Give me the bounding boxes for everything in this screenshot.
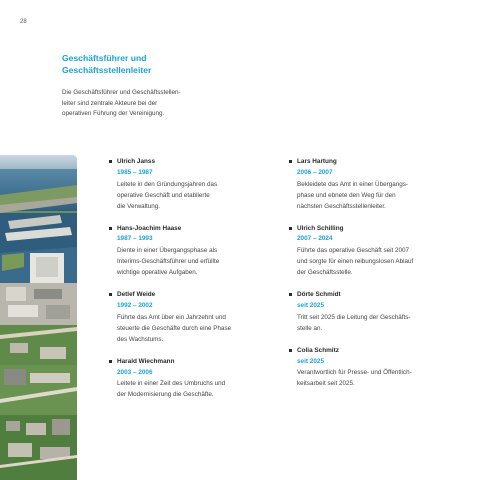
description-line: des Wachstums. [117, 335, 164, 343]
list-item [109, 357, 279, 401]
person-name: Lars Hartung [297, 158, 337, 165]
term-period: seit 2025 [297, 357, 325, 365]
person-name: Dörte Schmidt [297, 291, 341, 299]
heading-line: Geschäftsführer und [62, 53, 147, 63]
description-line: Leitete in einer Zeit des Umbruchs und [117, 380, 226, 388]
term-period: 1992 – 2002 [117, 301, 153, 309]
role-description [297, 367, 459, 389]
bullet-marker [289, 349, 292, 352]
role-description [297, 245, 459, 278]
bullet-marker [109, 160, 112, 163]
intro-line: operativen Führung der Vereinigung. [62, 110, 165, 118]
term-period: 2006 – 2007 [297, 168, 333, 176]
description-line: der Geschäftsstelle. [297, 269, 353, 277]
list-item [109, 157, 279, 212]
description-line: Verantwortlich für Presse- und Öffentlich- [297, 369, 412, 377]
intro-line: leiter sind zentrale Akteure bei der [62, 99, 158, 107]
description-line: Diente in einer Übergangsphase als [117, 247, 218, 255]
list-item [109, 224, 279, 279]
description-line: Tritt seit 2025 die Leitung der Geschäfts- [297, 313, 411, 321]
description-line: wichtige operative Aufgaben. [117, 269, 198, 277]
bullet-marker [289, 227, 292, 230]
description-line: steuerte die Geschäfte durch eine Phase [117, 324, 232, 332]
description-line: phase und ebnete den Weg für den [297, 191, 396, 199]
description-line: Führte das Amt über ein Jahrzehnt und [117, 313, 226, 321]
heading-line: Geschäftsstellenleiter [62, 65, 152, 75]
term-period: 1985 – 1987 [117, 168, 153, 176]
list-item [289, 224, 459, 279]
list-item [289, 157, 459, 212]
role-description [117, 312, 279, 345]
term-period: seit 2025 [297, 301, 325, 309]
role-description [117, 378, 279, 400]
bullet-marker [109, 293, 112, 296]
section-heading [62, 52, 242, 76]
role-description [297, 312, 459, 334]
person-name: Hans-Joachim Haase [117, 224, 182, 232]
term-period: 1987 – 1993 [117, 235, 153, 243]
bullet-marker [109, 227, 112, 230]
column-left [109, 157, 279, 400]
list-item [109, 290, 279, 345]
person-name: Detlef Weide [117, 291, 156, 299]
description-line: der Modernisierung die Geschäfte. [117, 391, 214, 399]
list-item [289, 290, 459, 334]
description-line: Bekleidete das Amt in einer Übergangs- [297, 180, 408, 188]
bullet-marker [289, 293, 292, 296]
description-line: und sorgte für einen reibungslosen Ablauf [297, 258, 414, 266]
bullet-marker [289, 160, 292, 163]
term-period: 2007 – 2024 [297, 235, 333, 243]
bullet-marker [109, 360, 112, 363]
intro-line: Die Geschäftsführer und Geschäftsstellen- [62, 89, 181, 96]
role-description [297, 179, 459, 212]
column-right [289, 157, 459, 389]
person-name: Ulrich Schilling [297, 224, 344, 232]
role-description [117, 179, 279, 212]
description-line: die Verwaltung. [117, 202, 161, 210]
person-name: Colia Schmitz [297, 346, 339, 354]
description-line: Leitete in den Gründungsjahren das [117, 180, 218, 188]
description-line: nächsten Geschäftsstellenleiter. [297, 202, 386, 210]
person-name: Harald Wiechmann [117, 357, 175, 365]
intro-paragraph [62, 88, 242, 120]
aerial-harbor-photo [0, 155, 77, 480]
description-line: keitsarbeit seit 2025. [297, 380, 355, 388]
description-line: operative Geschäft und etablierte [117, 191, 210, 199]
role-description [117, 245, 279, 278]
list-item [289, 346, 459, 390]
page-number: 28 [20, 19, 27, 25]
description-line: Führte das operative Geschäft seit 2007 [297, 247, 410, 255]
description-line: stelle an. [297, 324, 323, 332]
description-line: Interims-Geschäftsführer und erfüllte [117, 258, 220, 266]
person-name: Ulrich Janss [117, 158, 156, 165]
term-period: 2003 – 2006 [117, 368, 153, 376]
